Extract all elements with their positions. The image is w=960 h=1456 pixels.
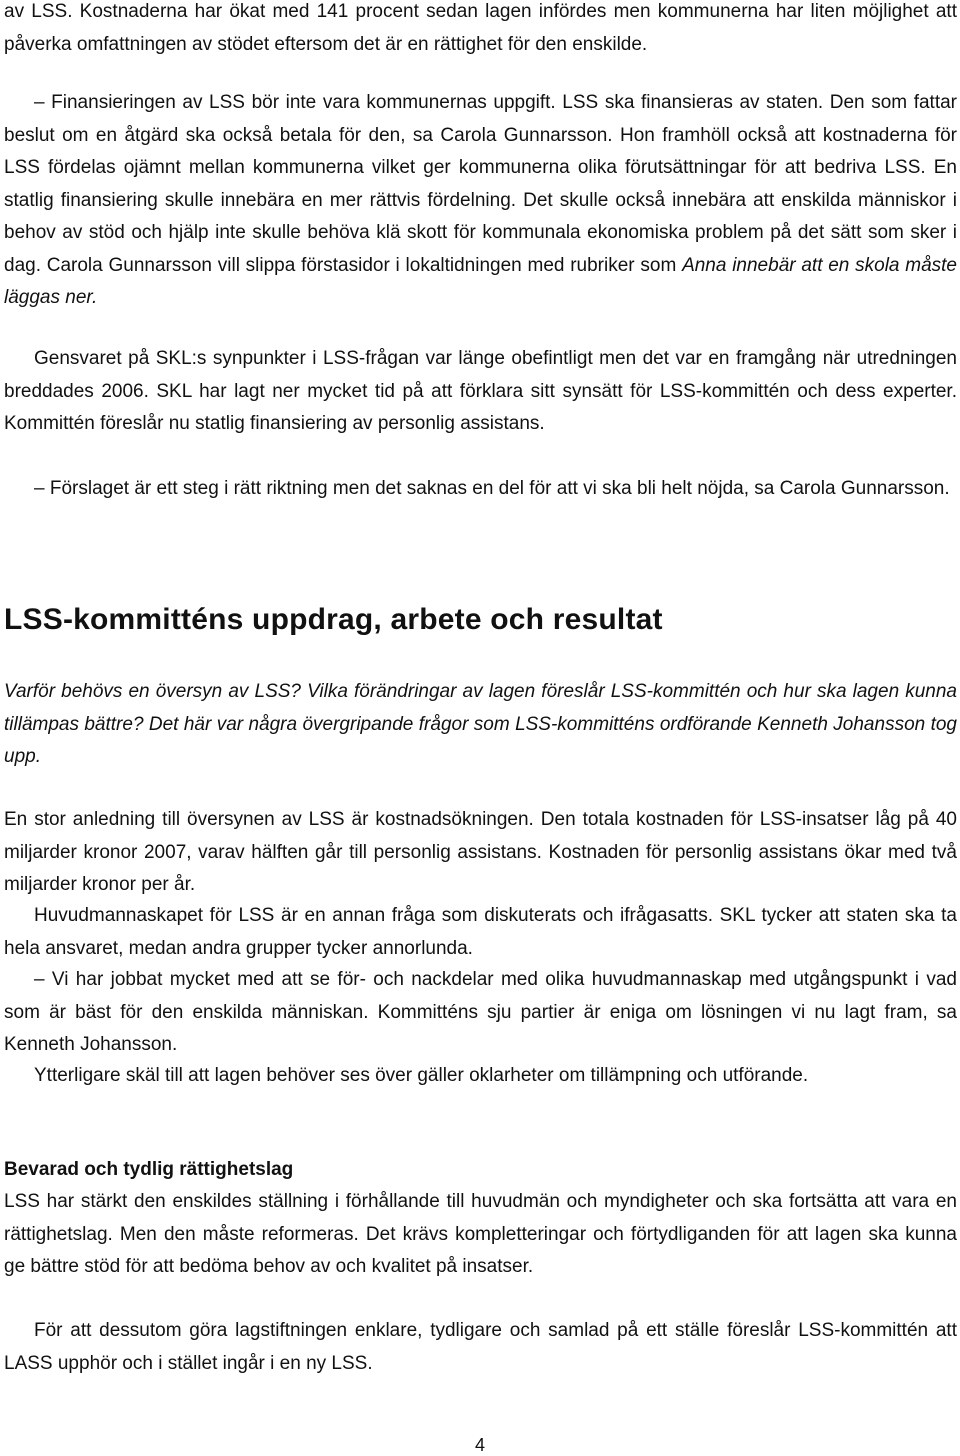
section-lead: Varför behövs en översyn av LSS? Vilka förändringar av lagen föreslår LSS-kommittén och hur ska lagen kunna tillämpas bättre? Det här var några övergripande frågor som LSS-kommitténs ordförande Kenneth Johansson tog upp. <box>4 681 957 767</box>
page-number: 4 <box>474 1435 485 1455</box>
section-paragraph-2: Huvudmannaskapet för LSS är en annan fråga som diskuterats och ifrågasatts. SKL tycker att staten ska ta hela ansvaret, medan andra grupper tycker annorlunda. <box>4 905 957 959</box>
section-paragraph-4: Ytterligare skäl till att lagen behöver ses över gäller oklarheter om tillämpning och utförande. <box>34 1065 809 1086</box>
subsection-paragraph-2: För att dessutom göra lagstiftningen enklare, tydligare och samlad på ett ställe föreslår LSS-kommittén att LASS upphör och i stället ingår i en ny LSS. <box>4 1320 957 1374</box>
subsection-heading: Bevarad och tydlig rättighetslag <box>4 1159 294 1180</box>
intro-paragraph-2-text: – Finansieringen av LSS bör inte vara kommunernas uppgift. LSS ska finansieras av staten. Den som fattar beslut om en åtgärd ska också betala för den, sa Carola Gunnarsson. Hon framhöll också att kostnaderna för LSS fördelas ojämnt mellan kommunerna vilket ger kommunerna olika förutsättningar för att bedriva LSS. En statlig finansiering skulle innebära en mer rättvis fördelning. Det skulle också innebära att enskilda människor i behov av stöd och hjälp inte skulle behöva klä skott för kommunala ekonomiska problem på det sätt som sker i dag. Carola Gunnarsson vill slippa förstasidor i lokaltidningen med rubriker som <box>4 92 957 276</box>
italic-headline-quote: Anna innebär att en skola måste läggas ner. <box>4 254 957 308</box>
subsection-paragraph-1: LSS har stärkt den enskildes ställning i förhållande till huvudmän och myndigheter och ska fortsätta att vara en rättighetslag. Men den måste reformeras. Det krävs kompletteringar och förtydliganden för att lagen ska kunna ge bättre stöd för att bedöma behov av och kvalitet på insatser. <box>4 1191 957 1277</box>
section-heading: LSS-kommitténs uppdrag, arbete och resultat <box>4 603 663 636</box>
section-paragraph-1: En stor anledning till översynen av LSS är kostnadsökningen. Den totala kostnaden för LSS-insatser låg på 40 miljarder kronor 2007, varav hälften går till personlig assistans. Kostnaden för personlig assistans ökar med två miljarder kronor per år. <box>4 809 957 895</box>
intro-paragraph-2 <box>4 87 957 315</box>
intro-paragraph-1: av LSS. Kostnaderna har ökat med 141 procent sedan lagen infördes men kommunerna har liten möjlighet att påverka omfattningen av stödet eftersom det är en rättighet för den enskilde. <box>4 1 957 55</box>
intro-paragraph-4: – Förslaget är ett steg i rätt riktning men det saknas en del för att vi ska bli helt nöjda, sa Carola Gunnarsson. <box>34 478 950 499</box>
intro-paragraph-3: Gensvaret på SKL:s synpunkter i LSS-frågan var länge obefintligt men det var en framgång när utredningen breddades 2006. SKL har lagt ner mycket tid på att förklara sitt synsätt för LSS-kommittén och dess experter. Kommittén föreslår nu statlig finansiering av personlig assistans. <box>4 348 957 434</box>
section-paragraph-3: – Vi har jobbat mycket med att se för- och nackdelar med olika huvudmannaskap med utgångspunkt i vad som är bäst för den enskilda människan. Kommitténs sju partier är eniga om lösningen vi nu lagt fram, sa Kenneth Johansson. <box>4 969 957 1055</box>
